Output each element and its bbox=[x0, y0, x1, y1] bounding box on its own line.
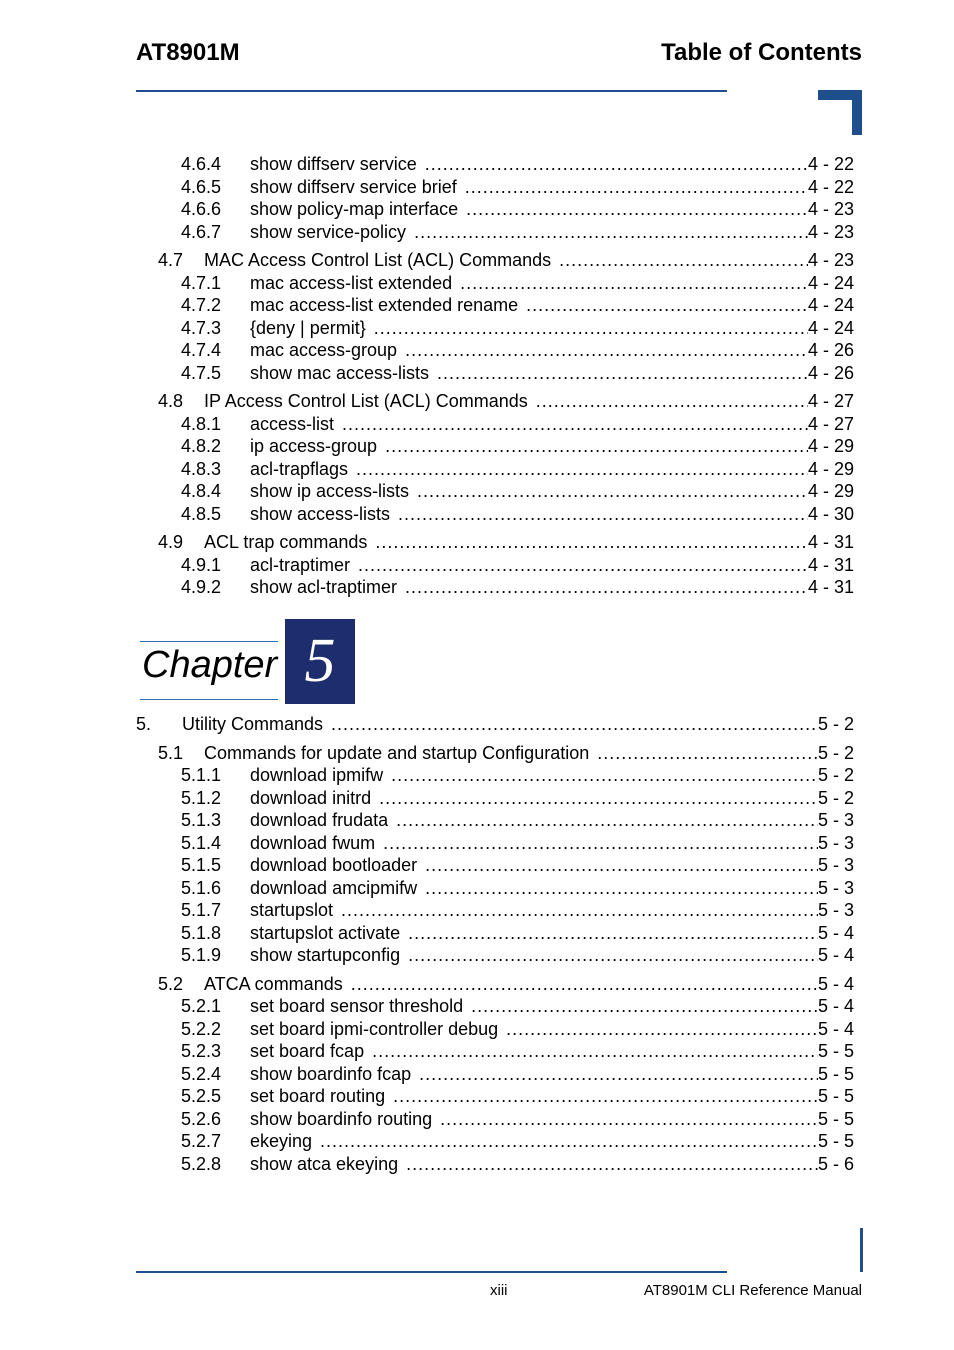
toc-entry-page: 5 - 4 bbox=[817, 922, 854, 943]
toc-entry[interactable] bbox=[181, 153, 854, 175]
toc-entry-page: 4 - 24 bbox=[807, 295, 854, 315]
toc-entry-title: ATCA commands bbox=[204, 973, 343, 994]
toc-entry[interactable] bbox=[181, 362, 854, 384]
toc-dot-leader bbox=[409, 480, 808, 502]
toc-dot-leader bbox=[518, 294, 808, 316]
toc-entry-title: acl-trapflags bbox=[250, 458, 349, 479]
toc-entry-page: 4 - 29 bbox=[807, 458, 854, 479]
toc-dot-leader bbox=[406, 221, 808, 243]
toc-entry-title: show service-policy bbox=[250, 221, 407, 242]
toc-entry-title: download ipmifw bbox=[250, 765, 384, 785]
toc-entry-number: 5.1.1 bbox=[181, 765, 222, 785]
toc-entry-title: {deny | permit} bbox=[250, 317, 366, 338]
toc-entry-number: 4.9.1 bbox=[181, 554, 222, 575]
toc-entry-title: show ip access-lists bbox=[250, 481, 410, 501]
toc-entry-page: 5 - 5 bbox=[817, 1041, 854, 1061]
toc-entry-number: 5.1.9 bbox=[181, 945, 222, 965]
toc-dot-leader bbox=[333, 899, 818, 921]
toc-dot-leader bbox=[452, 272, 808, 294]
toc-entry[interactable] bbox=[181, 1108, 854, 1130]
toc-entry-page: 5 - 4 bbox=[817, 996, 854, 1016]
toc-entry[interactable] bbox=[181, 435, 854, 457]
document-title: AT8901M bbox=[136, 39, 240, 66]
footer-rule bbox=[136, 1271, 727, 1273]
toc-entry-page: 5 - 5 bbox=[817, 1086, 854, 1106]
toc-entry-title: IP Access Control List (ACL) Commands bbox=[204, 391, 528, 411]
chapter-heading bbox=[138, 619, 358, 705]
toc-entry[interactable] bbox=[181, 877, 854, 899]
toc-entry-number: 4.8.4 bbox=[181, 481, 222, 501]
toc-entry-number: 4.9.2 bbox=[181, 577, 222, 597]
toc-entry-title: startupslot bbox=[250, 900, 334, 920]
toc-entry-title: show boardinfo routing bbox=[250, 1108, 433, 1129]
toc-entry-page: 5 - 2 bbox=[817, 742, 854, 763]
toc-dot-leader bbox=[371, 787, 818, 809]
toc-entry-number: 5.2.1 bbox=[181, 996, 222, 1016]
corner-mark-top bbox=[818, 90, 862, 135]
toc-entry-page: 5 - 5 bbox=[817, 1131, 854, 1151]
toc-dot-leader bbox=[528, 390, 808, 412]
toc-entry[interactable] bbox=[181, 899, 854, 921]
toc-entry-page: 4 - 22 bbox=[807, 154, 854, 174]
toc-entry-title: Commands for update and startup Configuration bbox=[204, 742, 590, 763]
toc-dot-leader bbox=[429, 362, 808, 384]
toc-entry[interactable] bbox=[181, 854, 854, 876]
toc-entry-title: download bootloader bbox=[250, 855, 418, 875]
toc-dot-leader bbox=[411, 1063, 818, 1085]
toc-entry-number: 5.1.4 bbox=[181, 832, 222, 853]
manual-title: AT8901M CLI Reference Manual bbox=[643, 1282, 862, 1299]
toc-dot-leader bbox=[589, 742, 818, 764]
toc-entry-page: 4 - 26 bbox=[807, 362, 854, 383]
toc-entry-number: 5.1.2 bbox=[181, 787, 222, 808]
toc-dot-leader bbox=[397, 576, 808, 598]
toc-entry-page: 4 - 29 bbox=[807, 436, 854, 456]
page-number: xiii bbox=[490, 1282, 508, 1299]
toc-entry-number: 4.7 bbox=[158, 250, 184, 270]
toc-entry-title: access-list bbox=[250, 413, 335, 434]
toc-entry-number: 4.6.5 bbox=[181, 176, 222, 197]
toc-entry-title: set board fcap bbox=[250, 1041, 365, 1061]
toc-entry-page: 4 - 27 bbox=[807, 413, 854, 434]
toc-entry-title: show mac access-lists bbox=[250, 362, 430, 383]
toc-entry[interactable] bbox=[181, 809, 854, 831]
toc-entry-title: set board routing bbox=[250, 1086, 386, 1106]
toc-dot-leader bbox=[398, 1153, 818, 1175]
toc-entry-page: 4 - 31 bbox=[807, 554, 854, 575]
toc-entry-number: 5.1.8 bbox=[181, 922, 222, 943]
toc-entry-number: 5.1 bbox=[158, 742, 184, 763]
toc-entry-title: download amcipmifw bbox=[250, 877, 418, 898]
toc-entry[interactable] bbox=[181, 272, 854, 294]
toc-entry-number: 4.8.2 bbox=[181, 436, 222, 456]
toc-entry[interactable] bbox=[181, 787, 854, 809]
toc-entry[interactable] bbox=[136, 713, 854, 735]
toc-dot-leader bbox=[498, 1018, 818, 1040]
header-rule bbox=[136, 90, 727, 92]
toc-entry-page: 5 - 2 bbox=[817, 714, 854, 734]
toc-dot-leader bbox=[463, 995, 818, 1017]
toc-entry[interactable] bbox=[181, 995, 854, 1017]
toc-entry-number: 5. bbox=[136, 714, 152, 734]
toc-entry-page: 4 - 23 bbox=[807, 221, 854, 242]
toc-entry-title: show boardinfo fcap bbox=[250, 1063, 412, 1084]
toc-entry-title: mac access-group bbox=[250, 340, 398, 360]
toc-dot-leader bbox=[348, 458, 808, 480]
toc-entry[interactable] bbox=[181, 294, 854, 316]
toc-entry-page: 4 - 29 bbox=[807, 481, 854, 501]
toc-entry-title: download initrd bbox=[250, 787, 372, 808]
toc-entry-page: 4 - 24 bbox=[807, 317, 854, 338]
toc-entry-page: 4 - 27 bbox=[807, 391, 854, 411]
toc-dot-leader bbox=[457, 176, 808, 198]
toc-entry-page: 4 - 26 bbox=[807, 340, 854, 360]
toc-entry-title: ACL trap commands bbox=[204, 532, 368, 552]
toc-dot-leader bbox=[551, 249, 808, 271]
toc-entry-number: 5.1.7 bbox=[181, 900, 222, 920]
section-title: Table of Contents bbox=[661, 39, 862, 66]
toc-entry-number: 5.2.7 bbox=[181, 1131, 222, 1151]
toc-entry[interactable] bbox=[181, 576, 854, 598]
toc-entry-number: 4.8 bbox=[158, 391, 184, 411]
toc-entry-title: show atca ekeying bbox=[250, 1153, 399, 1174]
toc-entry-number: 5.1.3 bbox=[181, 810, 222, 830]
toc-entry-title: show acl-traptimer bbox=[250, 577, 398, 597]
toc-entry-title: ekeying bbox=[250, 1131, 313, 1151]
toc-dot-leader bbox=[312, 1130, 818, 1152]
toc-entry[interactable] bbox=[181, 1018, 854, 1040]
chapter-number: 5 bbox=[304, 627, 336, 695]
toc-entry[interactable] bbox=[181, 480, 854, 502]
toc-dot-leader bbox=[397, 339, 808, 361]
toc-entry-number: 5.1.6 bbox=[181, 877, 222, 898]
toc-entry-number: 5.2.2 bbox=[181, 1018, 222, 1039]
toc-dot-leader bbox=[343, 973, 818, 995]
toc-entry-page: 4 - 31 bbox=[807, 577, 854, 597]
toc-entry[interactable] bbox=[158, 531, 854, 553]
toc-entry-title: set board ipmi-controller debug bbox=[250, 1018, 499, 1039]
toc-entry[interactable] bbox=[158, 249, 854, 271]
toc-entry-number: 4.8.5 bbox=[181, 503, 222, 524]
toc-entry-number: 5.1.5 bbox=[181, 855, 222, 875]
toc-entry-title: show policy-map interface bbox=[250, 199, 459, 219]
toc-entry[interactable] bbox=[181, 944, 854, 966]
toc-dot-leader bbox=[364, 1040, 818, 1062]
toc-entry-number: 4.9 bbox=[158, 532, 184, 552]
toc-entry[interactable] bbox=[158, 742, 854, 764]
toc-entry[interactable] bbox=[181, 832, 854, 854]
toc-entry-page: 5 - 3 bbox=[817, 810, 854, 830]
toc-entry[interactable] bbox=[181, 554, 854, 576]
toc-entry-number: 4.7.2 bbox=[181, 295, 222, 315]
toc-entry-page: 5 - 2 bbox=[817, 787, 854, 808]
toc-entry-page: 5 - 5 bbox=[817, 1063, 854, 1084]
toc-entry-title: show diffserv service bbox=[250, 154, 417, 174]
toc-entry-title: download frudata bbox=[250, 810, 389, 830]
toc-dot-leader bbox=[417, 854, 818, 876]
corner-mark-bottom bbox=[860, 1228, 863, 1272]
toc-entry-number: 5.2.3 bbox=[181, 1041, 222, 1061]
toc-entry[interactable] bbox=[181, 764, 854, 786]
toc-entry-title: mac access-list extended bbox=[250, 272, 453, 293]
toc-dot-leader bbox=[432, 1108, 818, 1130]
toc-entry-number: 4.7.5 bbox=[181, 362, 222, 383]
toc-entry-title: mac access-list extended rename bbox=[250, 295, 519, 315]
toc-entry-page: 5 - 4 bbox=[817, 1018, 854, 1039]
toc-entry-number: 4.6.7 bbox=[181, 221, 222, 242]
toc-dot-leader bbox=[417, 153, 808, 175]
chapter-label: Chapter bbox=[142, 644, 278, 686]
chapter-number-box bbox=[285, 619, 355, 704]
toc-entry-page: 4 - 23 bbox=[807, 250, 854, 270]
toc-dot-leader bbox=[377, 435, 808, 457]
toc-entry-number: 5.2.6 bbox=[181, 1108, 222, 1129]
toc-entry[interactable] bbox=[181, 221, 854, 243]
toc-entry-page: 5 - 3 bbox=[817, 900, 854, 920]
toc-dot-leader bbox=[458, 198, 808, 220]
toc-entry-title: set board sensor threshold bbox=[250, 996, 464, 1016]
toc-entry-page: 5 - 6 bbox=[817, 1153, 854, 1174]
toc-entry[interactable] bbox=[181, 339, 854, 361]
toc-dot-leader bbox=[385, 1085, 818, 1107]
toc-entry-title: acl-traptimer bbox=[250, 554, 351, 575]
toc-entry[interactable] bbox=[181, 198, 854, 220]
toc-entry-number: 4.7.1 bbox=[181, 272, 222, 293]
chapter-rule-top bbox=[140, 641, 278, 642]
toc-entry[interactable] bbox=[181, 1085, 854, 1107]
toc-entry-number: 4.8.1 bbox=[181, 413, 222, 434]
toc-entry-page: 5 - 2 bbox=[817, 765, 854, 785]
toc-entry-page: 5 - 4 bbox=[817, 973, 854, 994]
toc-entry-number: 4.6.6 bbox=[181, 199, 222, 219]
toc-entry-number: 4.7.3 bbox=[181, 317, 222, 338]
toc-dot-leader bbox=[323, 713, 818, 735]
toc-entry-number: 4.8.3 bbox=[181, 458, 222, 479]
toc-entry-title: show diffserv service brief bbox=[250, 176, 457, 197]
toc-entry-number: 5.2 bbox=[158, 973, 184, 994]
toc-entry[interactable] bbox=[181, 1153, 854, 1175]
chapter-rule-bottom bbox=[140, 699, 278, 700]
toc-entry[interactable] bbox=[181, 1063, 854, 1085]
toc-entry-page: 5 - 3 bbox=[817, 877, 854, 898]
toc-dot-leader bbox=[350, 554, 808, 576]
toc-entry-number: 5.2.8 bbox=[181, 1153, 222, 1174]
toc-dot-leader bbox=[367, 531, 808, 553]
toc-dot-leader bbox=[375, 832, 818, 854]
toc-entry-page: 4 - 23 bbox=[807, 199, 854, 219]
toc-dot-leader bbox=[390, 503, 808, 525]
toc-entry-page: 4 - 24 bbox=[807, 272, 854, 293]
toc-entry-number: 4.7.4 bbox=[181, 340, 222, 360]
toc-entry-page: 4 - 30 bbox=[807, 503, 854, 524]
toc-entry-page: 5 - 3 bbox=[817, 832, 854, 853]
toc-entry-title: ip access-group bbox=[250, 436, 378, 456]
toc-entry-title: show startupconfig bbox=[250, 945, 401, 965]
toc-dot-leader bbox=[334, 413, 808, 435]
toc-entry-title: Utility Commands bbox=[182, 714, 324, 734]
toc-entry-page: 5 - 3 bbox=[817, 855, 854, 875]
toc-entry-title: download fwum bbox=[250, 832, 376, 853]
toc-dot-leader bbox=[388, 809, 818, 831]
toc-entry-page: 5 - 4 bbox=[817, 945, 854, 965]
toc-entry[interactable] bbox=[158, 390, 854, 412]
toc-entry[interactable] bbox=[181, 922, 854, 944]
toc-dot-leader bbox=[383, 764, 818, 786]
toc-entry[interactable] bbox=[181, 317, 854, 339]
toc-entry[interactable] bbox=[181, 413, 854, 435]
toc-dot-leader bbox=[400, 944, 818, 966]
toc-dot-leader bbox=[366, 317, 808, 339]
toc-entry[interactable] bbox=[181, 1130, 854, 1152]
toc-entry-number: 5.2.5 bbox=[181, 1086, 222, 1106]
toc-entry-title: MAC Access Control List (ACL) Commands bbox=[204, 250, 552, 270]
toc-entry-title: startupslot activate bbox=[250, 922, 401, 943]
toc-entry[interactable] bbox=[158, 973, 854, 995]
toc-entry-page: 4 - 22 bbox=[807, 176, 854, 197]
toc-entry-number: 4.6.4 bbox=[181, 154, 222, 174]
toc-entry[interactable] bbox=[181, 458, 854, 480]
toc-dot-leader bbox=[417, 877, 818, 899]
toc-entry-page: 5 - 5 bbox=[817, 1108, 854, 1129]
toc-entry-page: 4 - 31 bbox=[807, 532, 854, 552]
toc-entry[interactable] bbox=[181, 1040, 854, 1062]
toc-dot-leader bbox=[400, 922, 818, 944]
toc-entry-title: show access-lists bbox=[250, 503, 391, 524]
toc-entry[interactable] bbox=[181, 503, 854, 525]
toc-entry-number: 5.2.4 bbox=[181, 1063, 222, 1084]
toc-entry[interactable] bbox=[181, 176, 854, 198]
